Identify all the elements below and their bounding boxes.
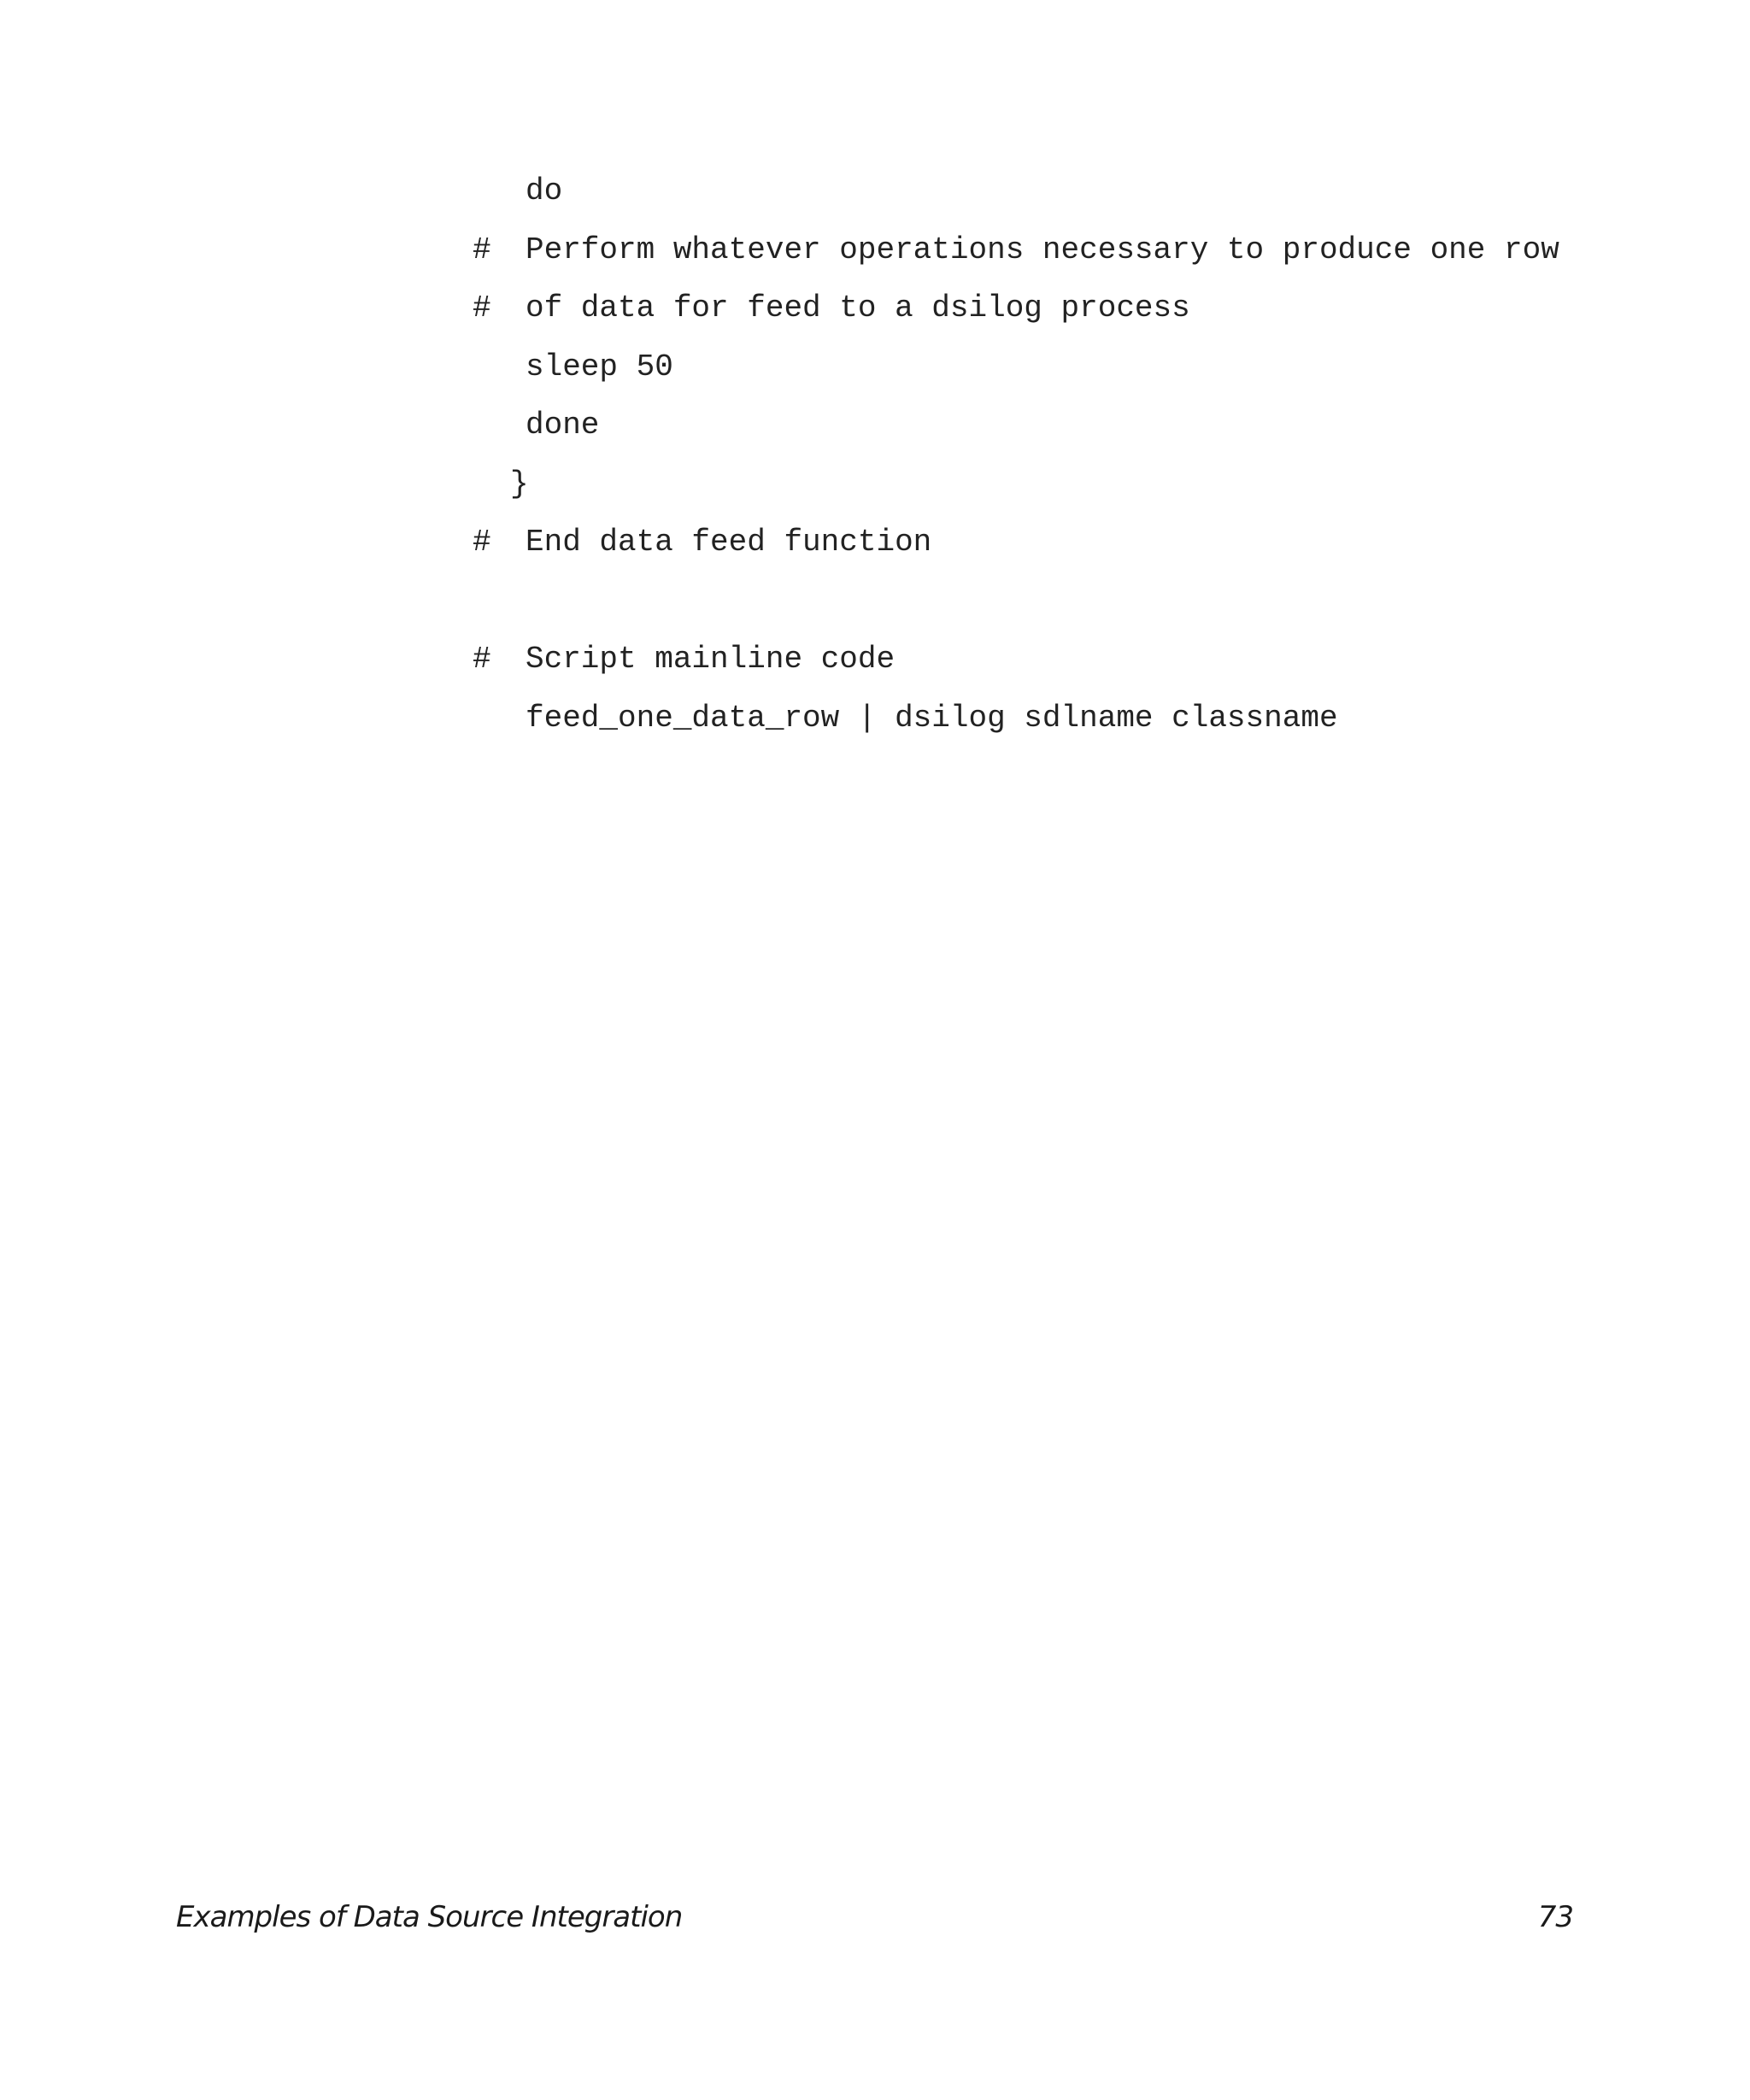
page-number: 73 <box>1537 1900 1573 1934</box>
comment-marker: # <box>473 642 491 677</box>
code-line <box>473 631 1669 689</box>
comment-marker: # <box>473 290 491 326</box>
code-text: Script mainline code <box>526 642 896 677</box>
code-text: Perform whatever operations necessary to produce one row <box>526 232 1559 267</box>
blank-line <box>473 572 1669 631</box>
code-text: of data for feed to a dsilog process <box>526 290 1190 326</box>
code-line <box>473 279 1669 338</box>
code-line <box>473 455 1669 514</box>
code-text: End data feed function <box>526 525 932 560</box>
comment-marker: # <box>473 525 491 560</box>
code-text: do <box>526 173 563 208</box>
code-text: done <box>526 408 600 443</box>
closing-brace: } <box>510 466 529 502</box>
code-line <box>473 221 1669 280</box>
code-text: feed_one_data_row | dsilog sdlname classname <box>526 700 1338 736</box>
comment-marker: # <box>473 232 491 267</box>
code-line <box>473 338 1669 397</box>
code-listing <box>473 162 1669 748</box>
footer-section-title: Examples of Data Source Integration <box>176 1900 683 1934</box>
code-line <box>473 513 1669 572</box>
code-line <box>473 396 1669 455</box>
code-line <box>473 162 1669 221</box>
code-text: sleep 50 <box>526 349 673 384</box>
code-line <box>473 689 1669 748</box>
